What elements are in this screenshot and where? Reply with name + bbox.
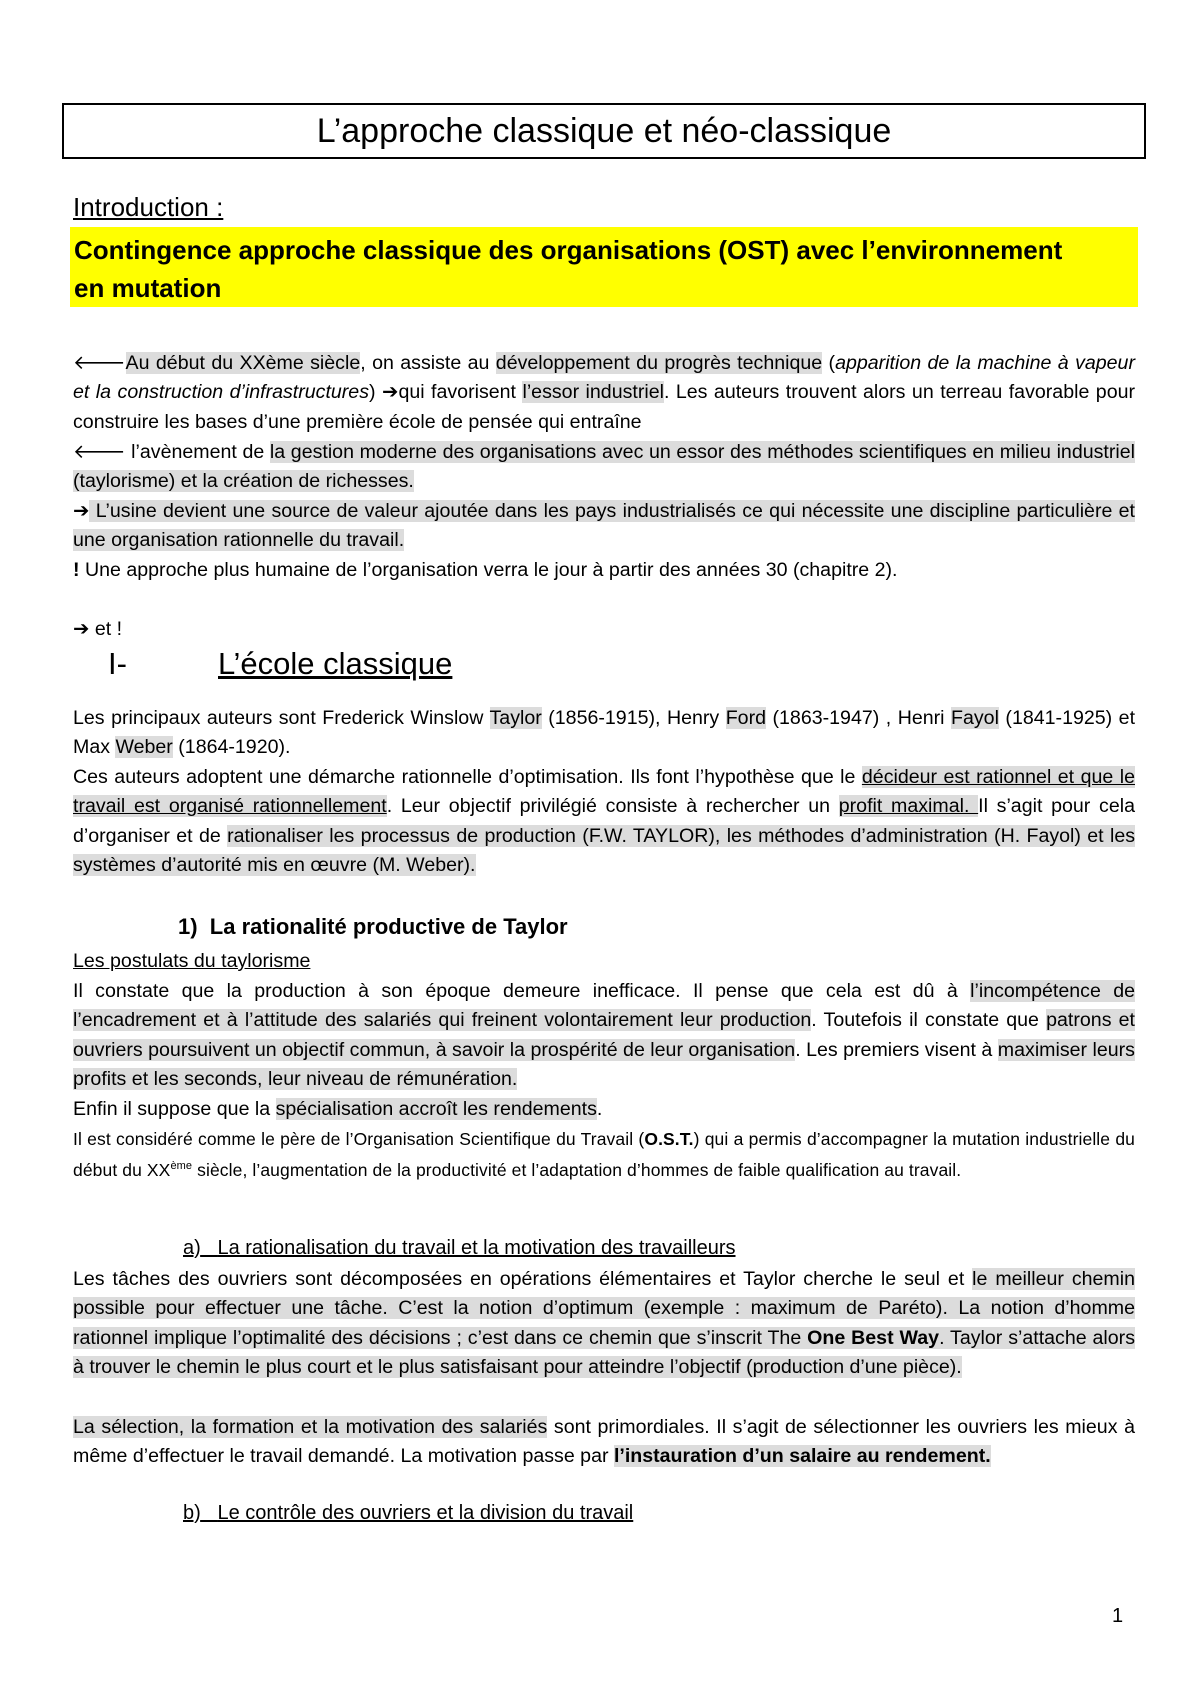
subsection-1-paragraph-2: Il est considéré comme le père de l’Organisation Scientifique du Travail (O.S.T.) qui a permis d’accompagner la mutation industrielle du début du XXème siècle, l’augmentation de la productivité et l’adaptation d’hommes de faible qualification au travail. bbox=[73, 1129, 1135, 1180]
introduction-label: Introduction : bbox=[73, 192, 224, 222]
arrow-left-icon: 🡐 bbox=[73, 441, 126, 463]
highlight-line-1: Contingence approche classique des organisations (OST) avec l’environnement bbox=[74, 235, 1063, 265]
subsection-1-title: La rationalité productive de Taylor bbox=[209, 914, 568, 939]
subsection-1-paragraph-1: Il constate que la production à son époque demeure inefficace. Il pense que cela est dû à l’incompétence de l’encadrement et à l’attitude des salariés qui freinent volontairement leur production. Toutefois il constate que patrons et ouvriers poursuivent un objectif commun, à savoir la prospérité de leur organisation. Les premiers visent à maximiser leurs profits et les seconds, leur niveau de rémunération. Enfin il suppose que la spécialisation accroît les rendements. bbox=[73, 980, 1136, 1120]
intro-paragraph-2: 🡐 l’avènement de la gestion moderne des organisations avec un essor des méthodes scientifiques en milieu industriel (taylorisme) et la création de richesses. bbox=[73, 441, 1135, 493]
arrow-right-icon: ➔ bbox=[73, 618, 90, 640]
intro-paragraph-4: ! Une approche plus humaine de l’organisation verra le jour à partir des années 30 (chapitre 2). bbox=[73, 559, 898, 581]
subsection-b-title: Le contrôle des ouvriers et la division du travail bbox=[217, 1502, 634, 1524]
subsection-b-heading bbox=[183, 1502, 1200, 1525]
subsection-1-number: 1) bbox=[178, 914, 198, 939]
arrow-left-icon: 🡐 bbox=[73, 352, 126, 374]
document-title: L’approche classique et néo-classique bbox=[316, 111, 892, 150]
postulats-label: Les postulats du taylorisme bbox=[73, 950, 311, 972]
subsection-a-paragraph-1: Les tâches des ouvriers sont décomposées en opérations élémentaires et Taylor cherche le seul et le meilleur chemin possible pour effectuer une tâche. C’est la notion d’optimum (exemple : maximum de Paréto). La notion d’homme rationnel implique l’optimalité des décisions ; c’est dans ce chemin que s’inscrit The One Best Way. Taylor s’attache alors à trouver le chemin le plus court et le plus satisfaisant pour atteindre l’objectif (production d’une pièce). bbox=[73, 1268, 1135, 1379]
subsection-1-heading bbox=[178, 914, 1200, 940]
document-title-box bbox=[62, 103, 1146, 159]
subsection-a-letter: a) bbox=[183, 1237, 201, 1259]
subsection-a-title: La rationalisation du travail et la motivation des travailleurs bbox=[217, 1237, 736, 1259]
arrow-right-icon: ➔ bbox=[73, 500, 90, 522]
section-1-title: L’école classique bbox=[218, 646, 453, 681]
intro-paragraph-3: ➔ L’usine devient une source de valeur ajoutée dans les pays industrialisés ce qui nécessite une discipline particulière et une organisation rationnelle du travail. bbox=[73, 500, 1135, 552]
section-1-paragraph-2: Ces auteurs adoptent une démarche rationnelle d’optimisation. Ils font l’hypothèse que le décideur est rationnel et que le travail est organisé rationnellement. Leur objectif privilégié consiste à rechercher un profit maximal. Il s’agit pour cela d’organiser et de rationaliser les processus de production (F.W. TAYLOR), les méthodes d’administration (H. Fayol) et les systèmes d’autorité mis en œuvre (M. Weber). bbox=[73, 766, 1136, 877]
section-1-paragraph-1: Les principaux auteurs sont Frederick Winslow Taylor (1856-1915), Henry Ford (1863-1947) , Henri Fayol (1841-1925) et Max Weber (1864-1920). bbox=[73, 707, 1136, 759]
section-1-heading bbox=[108, 646, 1170, 682]
subsection-a-paragraph-2: La sélection, la formation et la motivation des salariés sont primordiales. Il s’agit de sélectionner les ouvriers les mieux à même d’effectuer le travail demandé. La motivation passe par l’instauration d’un salaire au rendement. bbox=[73, 1416, 1135, 1468]
section-1-number: I- bbox=[108, 646, 127, 681]
subsection-b-letter: b) bbox=[183, 1502, 201, 1524]
arrow-right-icon: ➔ bbox=[382, 381, 399, 404]
intro-legend: ➔ et ! bbox=[73, 618, 123, 640]
subsection-a-heading bbox=[183, 1237, 1200, 1260]
intro-paragraph-1: 🡐Au début du XXème siècle, on assiste au développement du progrès technique (apparition de la machine à vapeur et la construction d’infrastructures) ➔qui favorisent l’essor industriel. Les auteurs trouvent alors un terreau favorable pour construire les bases d’une première école de pensée qui entraîne bbox=[73, 352, 1136, 433]
highlight-line-2: en mutation bbox=[74, 273, 222, 303]
introduction-highlight bbox=[70, 227, 1138, 307]
page-number: 1 bbox=[1112, 1605, 1124, 1627]
